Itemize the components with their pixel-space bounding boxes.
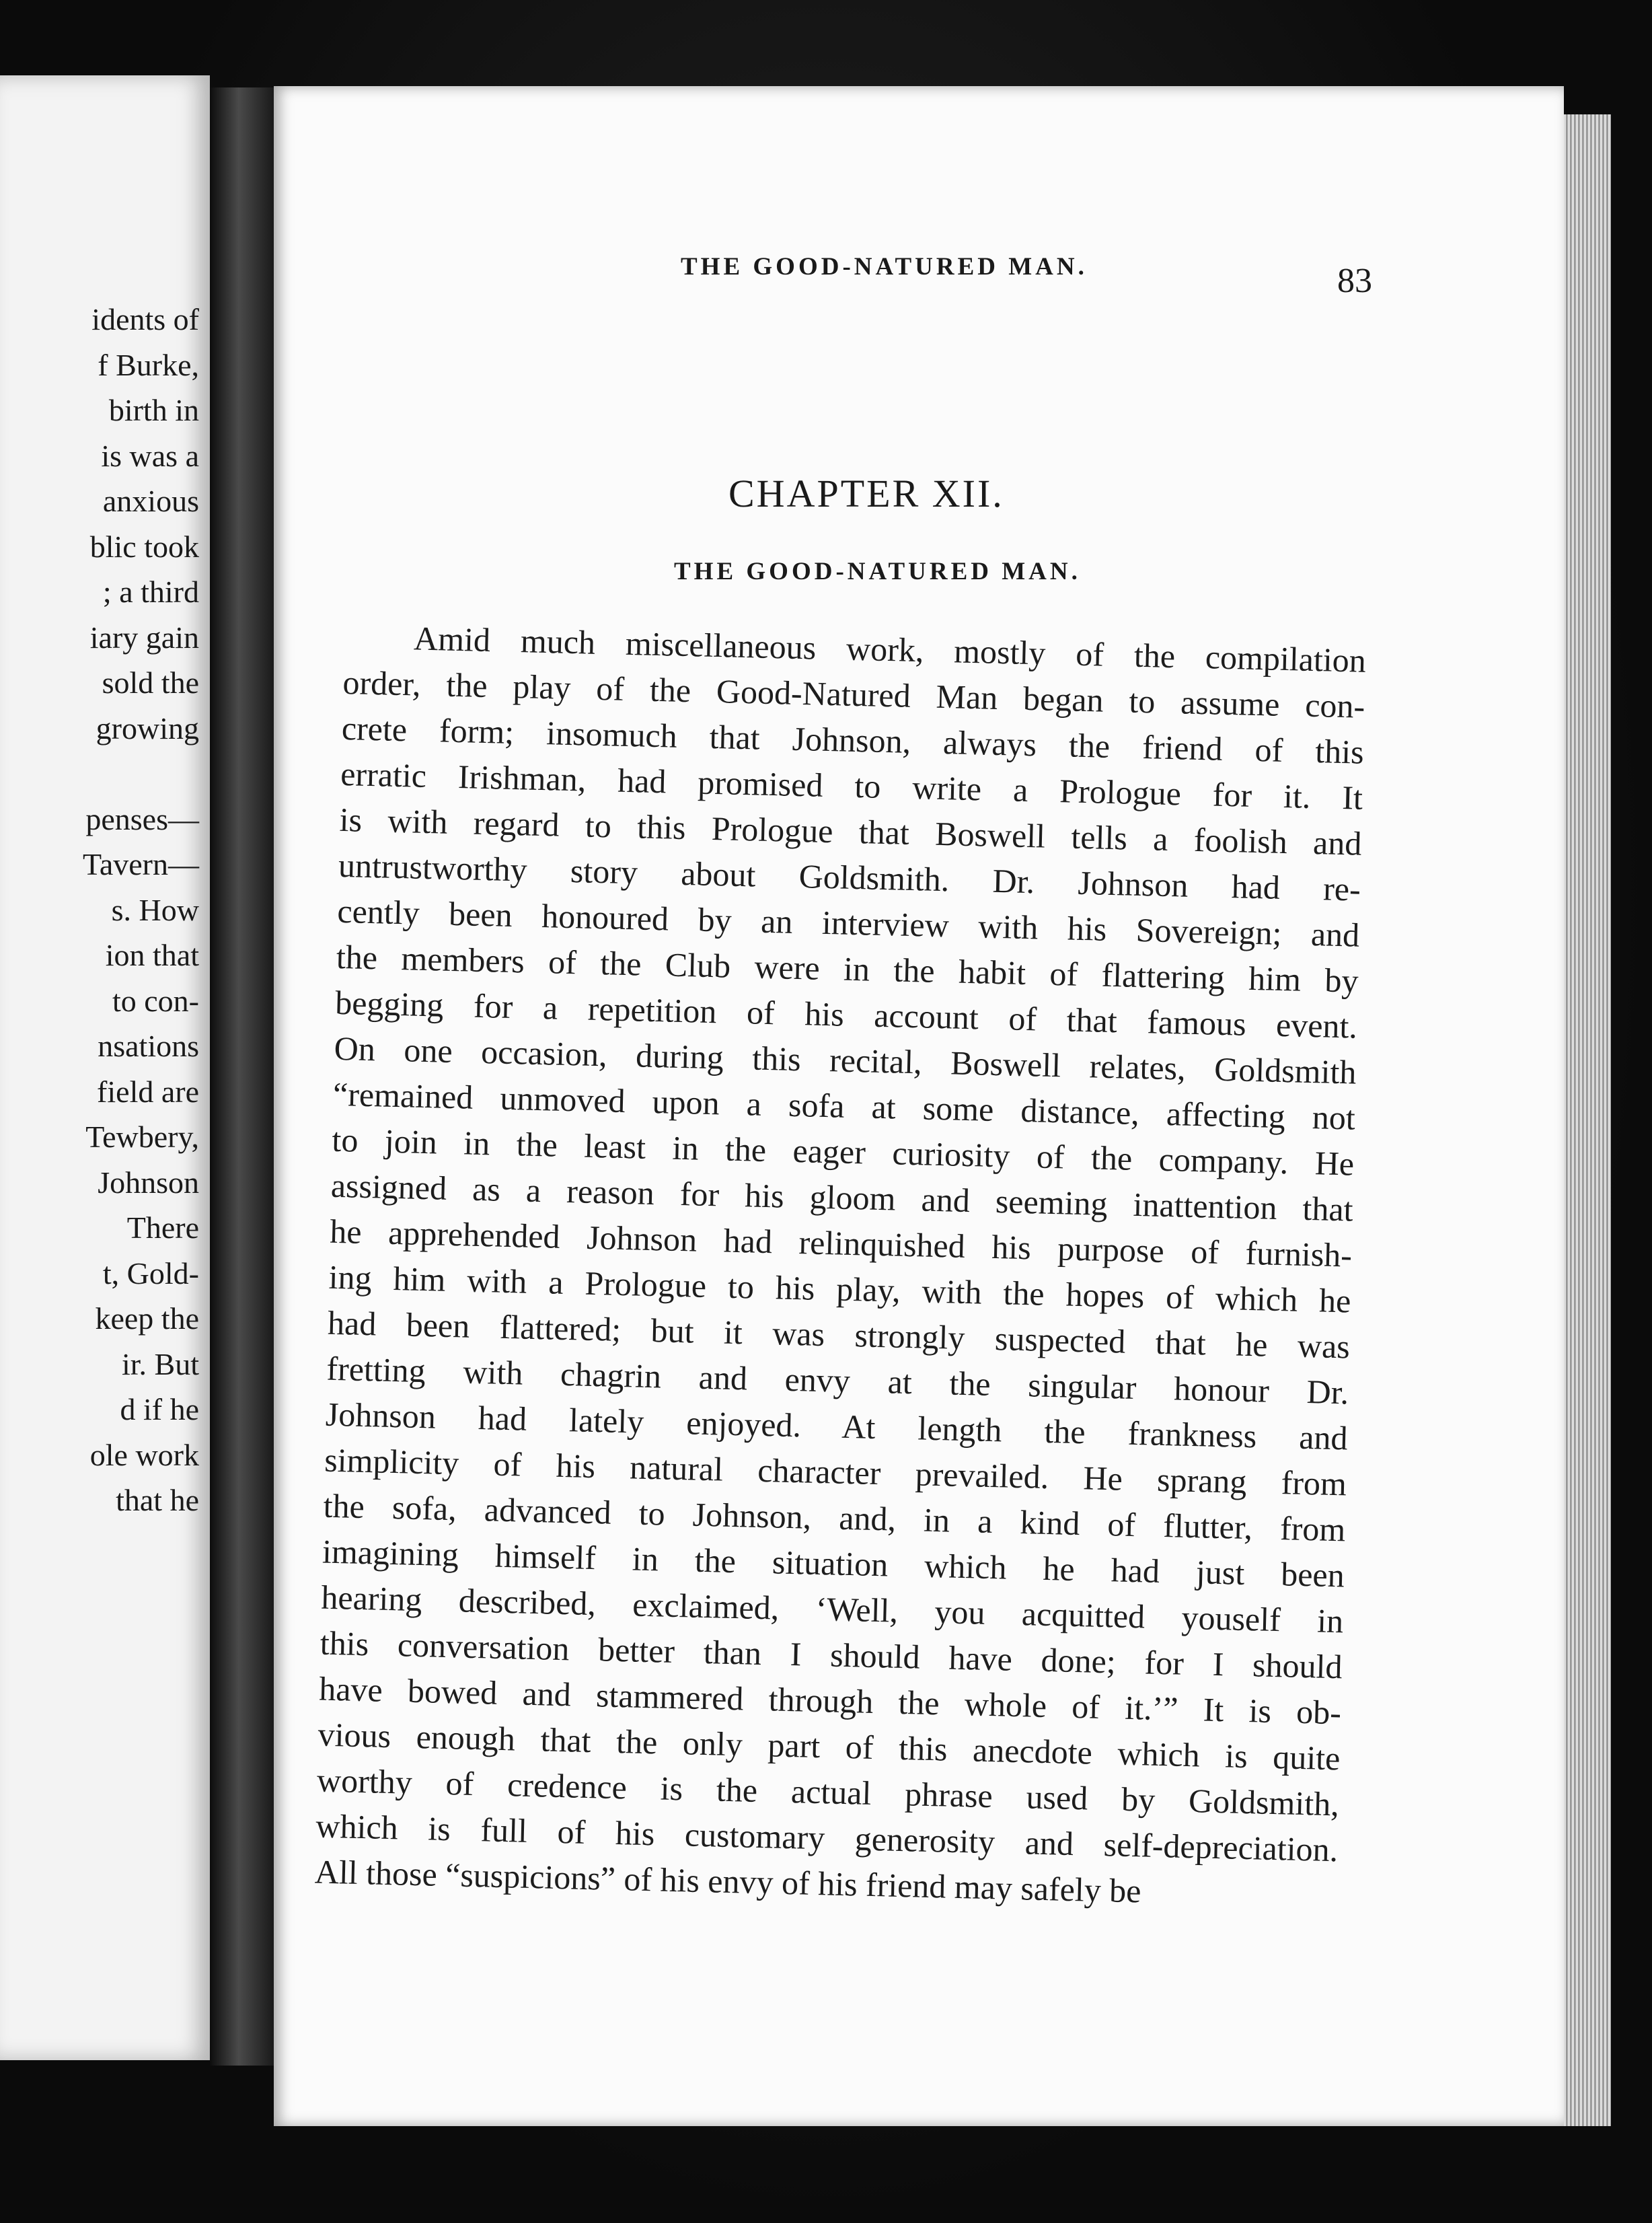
left-page-line: ion that [105, 938, 199, 972]
running-head: THE GOOD-NATURED MAN. [681, 253, 1088, 281]
body-line: have bowed and stammered through the whole of it.’” It is ob- [318, 1669, 1342, 1732]
left-page-line: anxious [102, 484, 199, 518]
body-line: had been flattered; but it was strongly suspected that he was [327, 1303, 1351, 1366]
chapter-title: CHAPTER XII. [728, 472, 1004, 515]
body-line: On one occasion, during this recital, Boswell relates, Goldsmith [334, 1029, 1357, 1091]
left-page-line: idents of [91, 302, 199, 336]
left-page-line: There [126, 1210, 199, 1245]
left-page-line: blic took [89, 529, 199, 564]
left-page-line: penses— [85, 801, 199, 836]
left-page-line: Tavern— [82, 847, 199, 881]
body-line: fretting with chagrin and envy at the singular honour Dr. [326, 1349, 1349, 1412]
body-line: untrustworthy story about Goldsmith. Dr. Johnson had re- [338, 846, 1361, 908]
body-line: erratic Irishman, had promised to write a Prologue for it. It [340, 754, 1363, 817]
body-line: order, the play of the Good-Natured Man began to assume con- [342, 663, 1365, 725]
body-line: he apprehended Johnson had relinquished his purpose of furnish- [329, 1212, 1353, 1274]
left-page-line: is was a [101, 438, 199, 473]
page-number: 83 [1337, 262, 1372, 300]
left-page-line: nsations [98, 1029, 199, 1063]
body-line: crete form; insomuch that Johnson, always the friend of this [341, 708, 1365, 771]
body-text [314, 614, 1366, 1918]
body-line: simplicity of his natural character prevailed. He sprang from [324, 1441, 1347, 1503]
body-line: cently been honoured by an interview with his Sovereign; and [336, 891, 1360, 954]
body-line: Johnson had lately enjoyed. At length the frankness and [325, 1395, 1349, 1457]
page-edges [1564, 114, 1611, 2126]
left-page-line: to con- [112, 983, 199, 1018]
left-page-line: ; a third [102, 575, 199, 609]
book-gutter [210, 87, 274, 2066]
body-line: hearing described, exclaimed, ‘Well, you acquitted youself in [320, 1578, 1344, 1640]
left-page-line: iary gain [89, 620, 199, 655]
left-page-line: ole work [89, 1437, 199, 1472]
body-line: “remained unmoved upon a sofa at some distance, affecting not [332, 1074, 1356, 1137]
body-line: Amid much miscellaneous work, mostly of the compilation [413, 619, 1367, 680]
body-line: this conversation better than I should have done; for I should [320, 1624, 1343, 1686]
left-page-line: Tewbery, [85, 1120, 199, 1154]
body-line: ing him with a Prologue to his play, with the hopes of which he [328, 1258, 1352, 1320]
body-line: begging for a repetition of his account of that famous event. [334, 983, 1358, 1046]
body-line: is with regard to this Prologue that Boswell tells a foolish and [339, 800, 1363, 863]
left-page-line: f Burke, [98, 347, 199, 382]
left-page-line: growing [96, 710, 199, 745]
body-line: vious enough that the only part of this anecdote which is quite [317, 1715, 1341, 1778]
body-line: worthy of credence is the actual phrase used by Goldsmith, [316, 1761, 1340, 1823]
body-line: to join in the least in the eager curiosity of the company. He [331, 1120, 1355, 1183]
left-page-line: field are [97, 1074, 199, 1109]
left-page-line: birth in [108, 393, 199, 427]
left-page-line: s. How [111, 892, 199, 927]
left-page-line: ir. But [121, 1346, 199, 1381]
left-page-line: keep the [95, 1301, 199, 1336]
body-line: imagining himself in the situation which he had just been [322, 1532, 1345, 1595]
left-facing-page [0, 75, 210, 2060]
body-line: assigned as a reason for his gloom and seeming inattention that [330, 1166, 1354, 1229]
left-page-line: t, Gold- [102, 1255, 199, 1290]
body-line: the sofa, advanced to Johnson, and, in a kind of flutter, from [323, 1486, 1346, 1549]
left-page-line: sold the [102, 665, 199, 700]
body-line: the members of the Club were in the habit of flattering him by [336, 937, 1359, 1000]
left-page-line: Johnson [98, 1165, 199, 1200]
left-page-line: that he [116, 1483, 199, 1517]
body-line: which is full of his customary generosity and self-depreciation. [315, 1807, 1339, 1869]
body-line: All those “suspicions” of his envy of his friend may safely be [314, 1852, 1142, 1910]
section-title: THE GOOD-NATURED MAN. [674, 558, 1081, 585]
left-page-line: d if he [120, 1392, 199, 1426]
